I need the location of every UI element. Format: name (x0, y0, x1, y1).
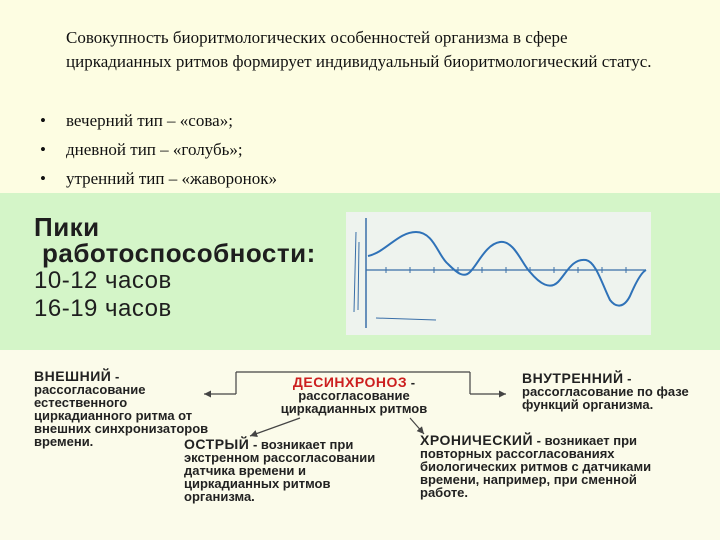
list-item: • дневной тип – «голубь»; (40, 135, 277, 164)
internal-title: ВНУТРЕННИЙ (522, 370, 624, 386)
peaks-block (34, 214, 316, 322)
intro-text: Совокупность биоритмологических особенностей организма в сфере циркадианных ритмов формирует индивидуальный биоритмологический статус. (66, 28, 652, 71)
chronotype-list (40, 106, 277, 193)
internal-text: - рассогласование по фазе функций организма. (522, 371, 689, 412)
external-title: ВНЕШНИЙ (34, 368, 112, 384)
list-item: • вечерний тип – «сова»; (40, 106, 277, 135)
chronic-block (420, 434, 670, 499)
external-text: - рассогласование естественного циркадианного ритма от внешних синхронизаторов времени. (34, 369, 209, 449)
performance-graph-image (346, 212, 651, 335)
acute-text: - возникает при экстренном рассогласовании датчика времени и циркадианных ритмов организма. (184, 437, 376, 504)
peak-time-1: 10-12 часов (34, 267, 172, 294)
internal-block (522, 372, 692, 411)
peak-time-2: 16-19 часов (34, 295, 172, 322)
intro-panel (0, 0, 720, 193)
desynchronosis-title: ДЕСИНХРОНОЗ (292, 374, 408, 390)
desynchronosis-text: - рассогласование циркадианных ритмов (280, 375, 428, 416)
acute-block (184, 438, 394, 503)
list-item: • утренний тип – «жаворонок» (40, 164, 277, 193)
peaks-title-1: Пики (34, 212, 100, 242)
desynchronosis-scheme (0, 350, 720, 540)
chronic-text: - возникает при повторных рассогласованиях биологических ритмов с датчиками времени, например, при сменной работе. (420, 433, 652, 500)
chronic-title: ХРОНИЧЕСКИЙ (420, 432, 534, 448)
desynchronosis-block (264, 376, 444, 415)
peaks-title-2: работоспособности: (42, 238, 316, 268)
acute-title: ОСТРЫЙ (184, 436, 250, 452)
